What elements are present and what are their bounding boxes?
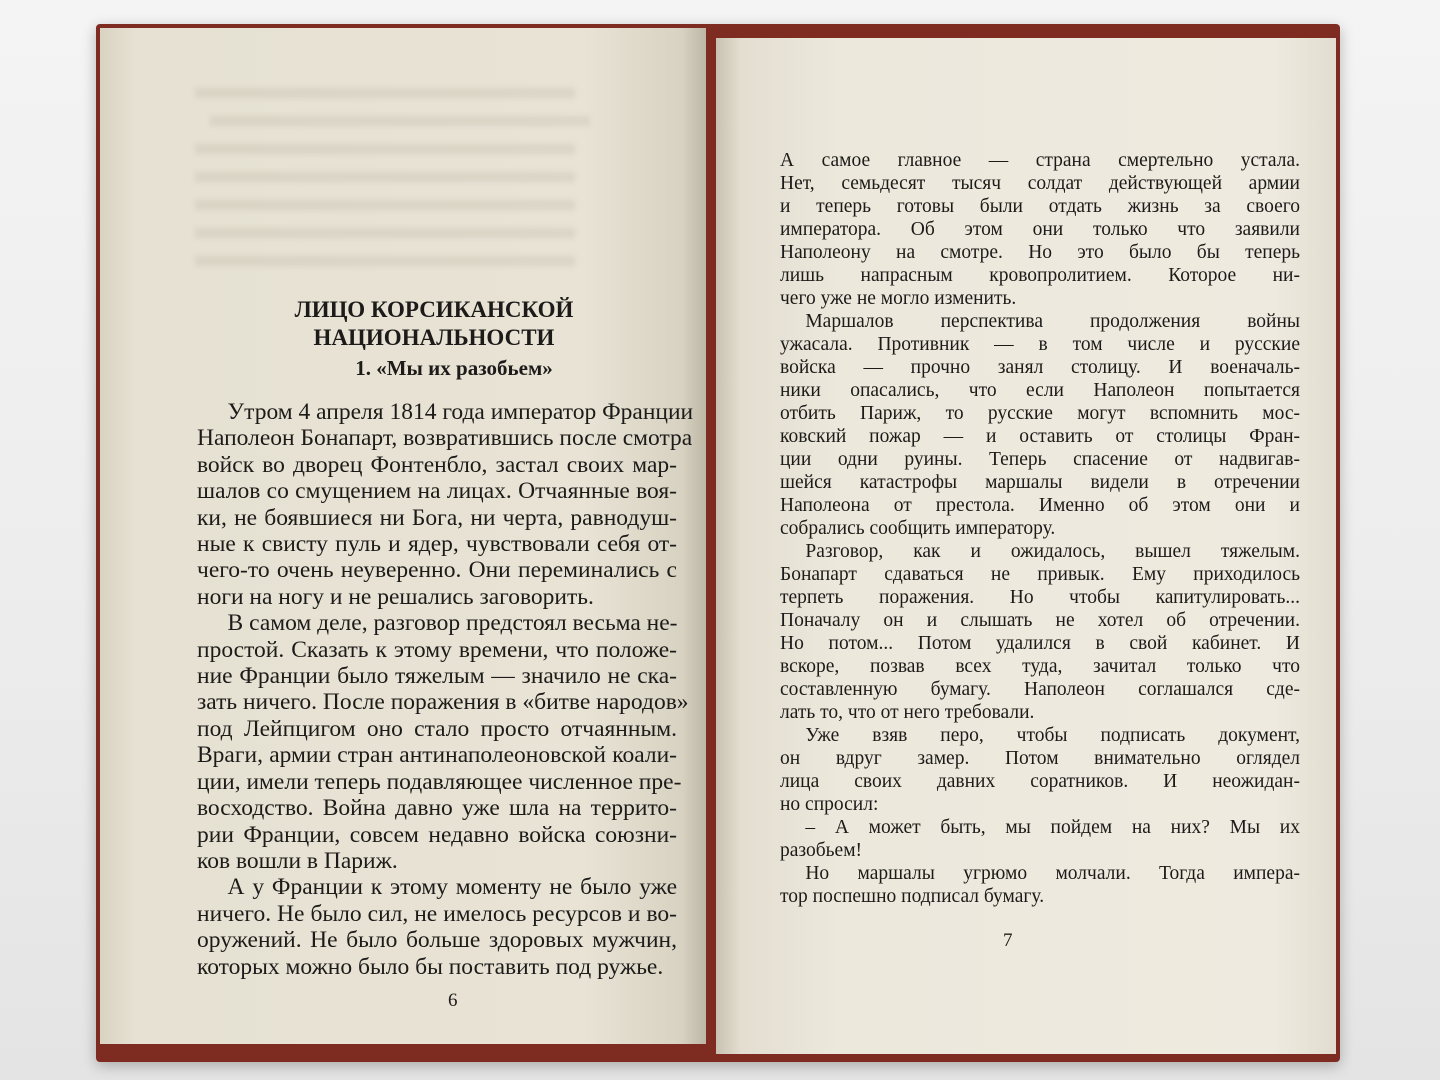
text-line: разобьем! [780,840,863,861]
text-line: оружений. Не было больше здоровых мужчин, [197,927,677,954]
text-line: ков вошли в Париж. [197,847,398,874]
left-page-body [197,399,694,980]
page-number: 6 [448,990,458,1011]
text-line: Но маршалы угрюмо молчали. Тогда импера- [805,863,1300,884]
bleed-through-text [195,228,575,238]
text-line: которых можно было бы поставить под ружье. [197,953,664,980]
text-line: ные к свисту пуль и ядер, чувствовали себя от- [197,531,677,558]
text-line: Уже взяв перо, чтобы подписать документ, [805,725,1300,746]
text-line: войска — прочно занял столицу. И военачаль- [780,357,1300,378]
right-page-body [780,149,1300,908]
text-line: лишь напрасным кровопролитием. Которое ни- [780,265,1300,286]
text-line: Наполеону на смотре. Но это было бы теперь [780,242,1300,263]
section-heading: 1. «Мы их разобьем» [355,356,553,380]
bleed-through-text [195,144,575,154]
text-line: чего-то очень неуверенно. Они переминались с [197,557,677,584]
text-line: шейся катастрофы маршалы видели в отречении [780,472,1300,493]
text-line: А у Франции к этому моменту не было уже [227,874,677,901]
text-line: В самом деле, разговор предстоял весьма не- [227,610,678,637]
text-line: ковский пожар — и оставить от столицы Фран- [780,426,1300,447]
page-number: 7 [1003,930,1013,951]
text-line: восходство. Война давно уже шла на террито- [197,795,677,822]
text-line: – А может быть, мы пойдем на них? Мы их [805,817,1300,838]
bleed-through-text [195,256,575,266]
text-line: А самое главное — страна смертельно устала. [780,150,1300,171]
text-line: Поначалу он и слышать не хотел об отречении. [780,610,1300,631]
text-line: Наполеон Бонапарт, возвратившись после смотра [197,425,693,452]
text-line: собрались сообщить императору. [780,518,1056,539]
text-line: Бонапарт сдаваться не привык. Ему приходилось [780,564,1300,585]
text-line: ки, не боявшиеся ни Бога, ни черта, равнодуш- [197,504,677,531]
bleed-through-text [210,116,590,126]
text-line: Утром 4 апреля 1814 года император Франции [227,399,694,425]
text-line: зать ничего. После поражения в «битве народов» [197,689,689,716]
left-page [100,28,706,1044]
text-line: Враги, армии стран антинаполеоновской коали- [197,742,677,769]
text-line: Но потом... Потом удалился в свой кабинет. И [780,633,1300,654]
text-line: Разговор, как и ожидалось, вышел тяжелым. [805,541,1300,562]
text-line: Нет, семьдесят тысяч солдат действующей армии [780,173,1300,194]
text-line: тор поспешно подписал бумагу. [780,886,1045,907]
text-line: ции, имели теперь подавляющее численное пре- [197,768,682,795]
text-line: ничего. Не было сил, не имелось ресурсов и во- [197,900,677,927]
bleed-through-text [195,172,575,182]
text-line: под Лейпцигом оно стало просто отчаянным. [197,715,677,742]
text-line: лица своих давних соратников. И неожидан- [780,771,1300,792]
text-line: рии Франции, совсем недавно войска союзни- [197,821,677,848]
bleed-through-text [195,88,575,98]
text-line: ники опасались, что если Наполеон попытается [780,380,1300,401]
text-line: простой. Сказать к этому времени, что положе- [197,636,677,663]
text-line: но спросил: [780,794,879,815]
text-line: и теперь готовы были отдать жизнь за своего [780,196,1300,217]
text-line: он вдруг замер. Потом внимательно оглядел [780,748,1300,769]
chapter-heading: ЛИЦО КОРСИКАНСКОЙ НАЦИОНАЛЬНОСТИ [294,297,574,350]
text-line: Наполеона от престола. Именно об этом они и [780,495,1300,516]
text-line: лать то, что от него требовали. [780,702,1035,723]
text-line: Маршалов перспектива продолжения войны [805,311,1300,332]
text-line: войск во дворец Фонтенбло, застал своих мар- [197,451,677,478]
text-line: ции одни руины. Теперь спасение от надвигав- [780,449,1300,470]
text-line: ноги на ногу и не решались заговорить. [197,583,594,610]
text-line: отбить Париж, то русские могут вспомнить мос- [780,403,1300,424]
bleed-through-text [195,200,575,210]
text-line: шалов со смущением на лицах. Отчаянные воя- [197,478,677,505]
text-line: ние Франции было тяжелым — значило не ска- [197,663,677,690]
text-line: ужасала. Противник — в том числе и русские [780,334,1300,355]
text-line: императора. Об этом они только что заявили [780,219,1300,240]
text-line: вскоре, позвав всех туда, зачитал только что [780,656,1300,677]
text-line: составленную бумагу. Наполеон соглашался сде- [780,679,1300,700]
right-page [716,38,1336,1054]
text-line: терпеть поражения. Но чтобы капитулировать... [780,587,1300,608]
text-line: чего уже не могло изменить. [780,288,1017,309]
